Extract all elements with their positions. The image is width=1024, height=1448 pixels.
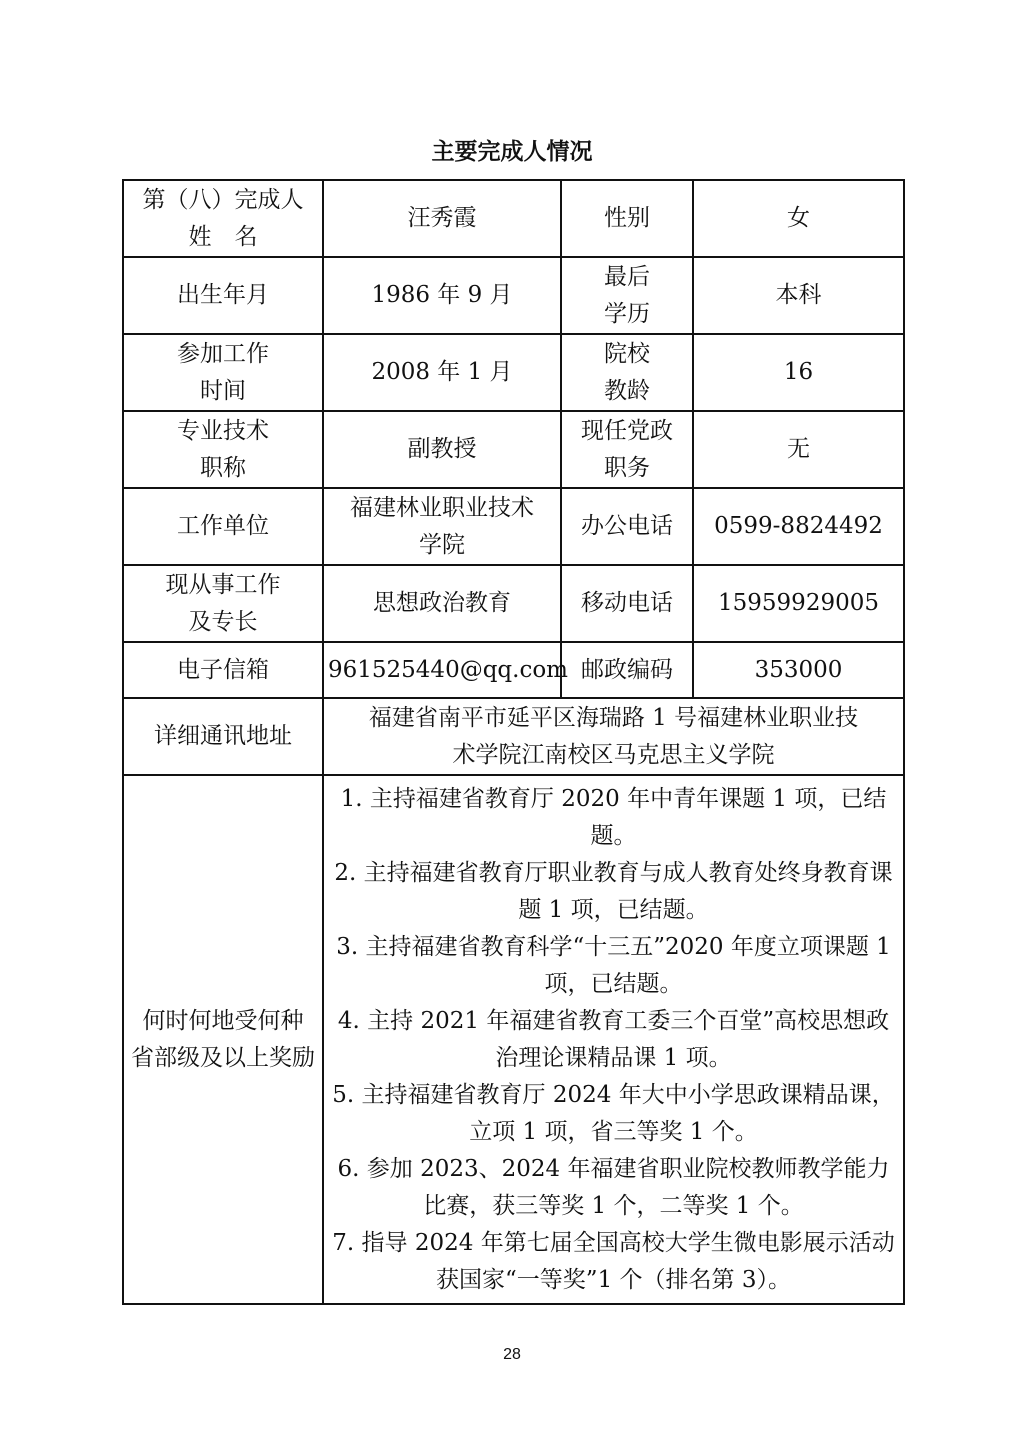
award-item: 1. 主持福建省教育厅 2020 年中青年课题 1 项，已结题。 — [340, 785, 887, 849]
postcode-label: 邮政编码 — [561, 642, 693, 698]
table-row — [123, 334, 904, 411]
title-value: 副教授 — [323, 411, 561, 488]
personnel-info-table — [122, 179, 905, 1305]
position-value: 无 — [693, 411, 904, 488]
table-row — [123, 411, 904, 488]
award-item: 7. 指导 2024 年第七届全国高校大学生微电影展示活动获国家“一等奖”1 个（排名第 3）。 — [332, 1229, 895, 1293]
gender-value: 女 — [693, 180, 904, 257]
office-phone-value: 0599-8824492 — [693, 488, 904, 565]
title-label: 专业技术 职称 — [123, 411, 323, 488]
teaching-years-value: 16 — [693, 334, 904, 411]
table-row — [123, 565, 904, 642]
employer-value: 福建林业职业技术 学院 — [323, 488, 561, 565]
page-number: 28 — [503, 1346, 521, 1363]
table-row — [123, 257, 904, 334]
address-value: 福建省南平市延平区海瑞路 1 号福建林业职业技 术学院江南校区马克思主义学院 — [323, 698, 904, 775]
address-label: 详细通讯地址 — [123, 698, 323, 775]
email-value: 961525440@qq.com — [323, 642, 561, 698]
award-item: 3. 主持福建省教育科学“十三五”2020 年度立项课题 1 项，已结题。 — [336, 933, 891, 997]
table-row — [123, 488, 904, 565]
birth-value: 1986 年 9 月 — [323, 257, 561, 334]
postcode-value: 353000 — [693, 642, 904, 698]
award-item: 4. 主持 2021 年福建省教育工委三个百堂”高校思想政治理论课精品课 1 项。 — [337, 1007, 890, 1071]
teaching-years-label: 院校 教龄 — [561, 334, 693, 411]
mobile-value: 15959929005 — [693, 565, 904, 642]
employer-label: 工作单位 — [123, 488, 323, 565]
mobile-label: 移动电话 — [561, 565, 693, 642]
specialty-label: 现从事工作 及专长 — [123, 565, 323, 642]
table-row — [123, 698, 904, 775]
education-value: 本科 — [693, 257, 904, 334]
specialty-value: 思想政治教育 — [323, 565, 561, 642]
table-row — [123, 775, 904, 1304]
page-title: 主要完成人情况 — [431, 139, 593, 165]
name-label: 第（八）完成人 姓 名 — [123, 180, 323, 257]
award-item: 6. 参加 2023、2024 年福建省职业院校教师教学能力比赛，获三等奖 1 个，二等奖 1 个。 — [337, 1155, 890, 1219]
awards-label: 何时何地受何种 省部级及以上奖励 — [123, 775, 323, 1304]
work-start-label: 参加工作 时间 — [123, 334, 323, 411]
award-item: 2. 主持福建省教育厅职业教育与成人教育处终身教育课题 1 项，已结题。 — [334, 859, 893, 923]
education-label: 最后 学历 — [561, 257, 693, 334]
gender-label: 性别 — [561, 180, 693, 257]
award-item: 5. 主持福建省教育厅 2024 年大中小学思政课精品课，立项 1 项，省三等奖 1 个。 — [332, 1081, 895, 1145]
awards-list — [323, 775, 904, 1304]
email-label: 电子信箱 — [123, 642, 323, 698]
birth-label: 出生年月 — [123, 257, 323, 334]
table-row — [123, 642, 904, 698]
office-phone-label: 办公电话 — [561, 488, 693, 565]
work-start-value: 2008 年 1 月 — [323, 334, 561, 411]
name-value: 汪秀霞 — [323, 180, 561, 257]
table-row — [123, 180, 904, 257]
position-label: 现任党政 职务 — [561, 411, 693, 488]
